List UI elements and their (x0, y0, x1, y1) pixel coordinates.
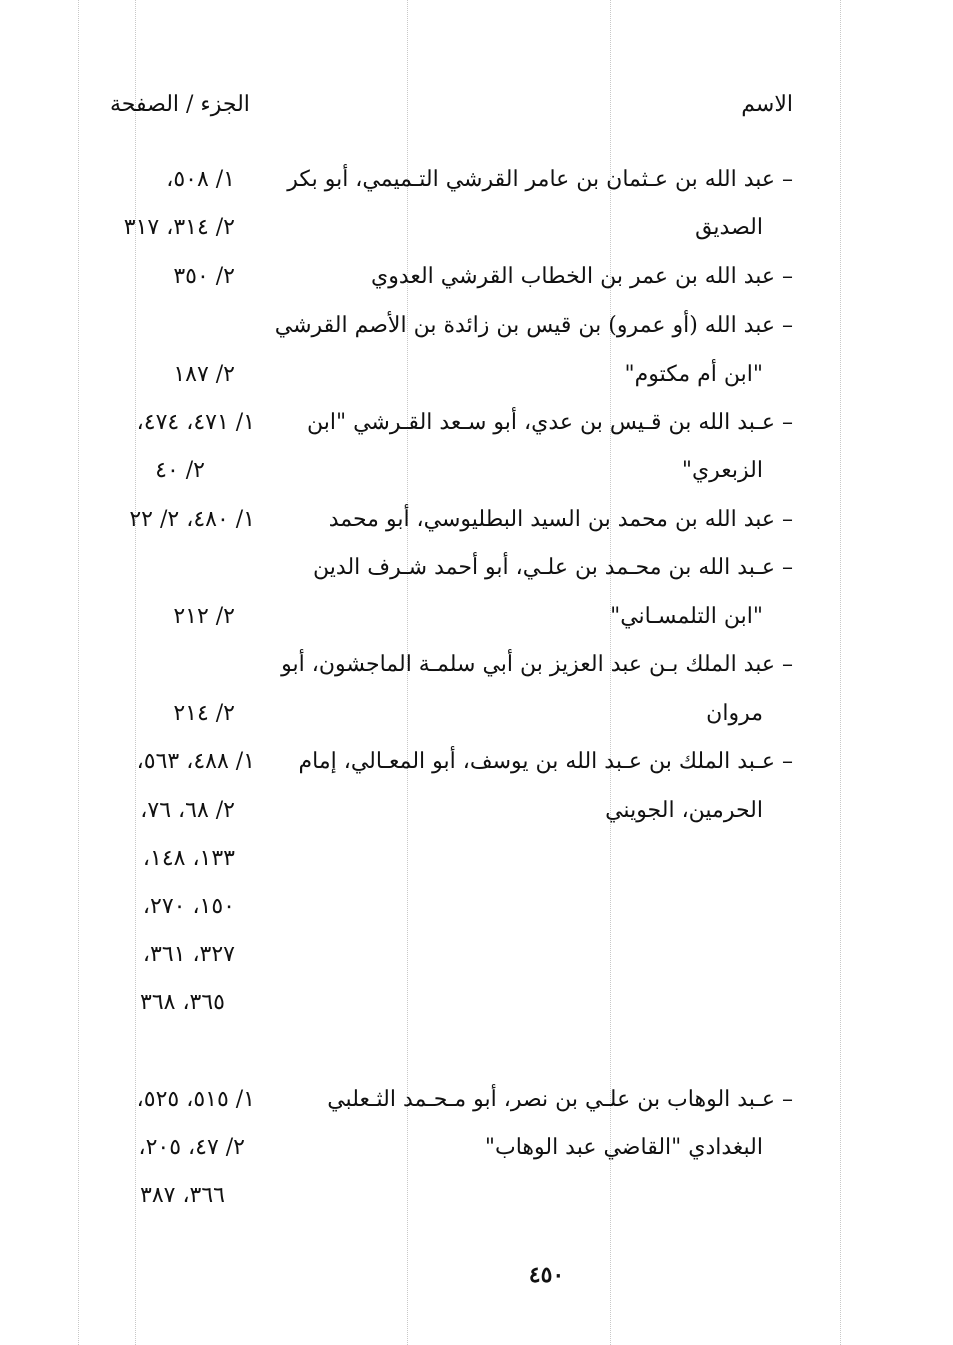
entry-name-line: الحرمين، الجويني (605, 798, 763, 823)
entry-page-ref: ١/ ٤٧١، ٤٧٤، (136, 410, 255, 435)
entry-name-line: الصديق (695, 215, 763, 240)
entry-name-line: "ابن التلمسـاني" (610, 604, 763, 629)
guide-line (840, 0, 841, 1345)
entry-page-ref: ٢/ ١٨٧ (173, 362, 235, 387)
guide-line (78, 0, 79, 1345)
entry-page-ref: ٢/ ٣١٤، ٣١٧ (123, 215, 235, 240)
entry-page-ref: ١/ ٥٠٨، (166, 167, 235, 192)
entry-page-ref: ١/ ٥١٥، ٥٢٥، (136, 1087, 255, 1112)
entry-page-ref: ٢/ ٣٥٠ (173, 264, 235, 289)
entry-name-line: – عبد الله (أو عمرو) بن قيس بن زائدة بن الأصم القرشي (274, 313, 793, 338)
entry-name-line: – عـبد الملك بن عـبد الله بن يوسف، أبو المعـالي، إمام (298, 749, 793, 774)
entry-page-ref: ١/ ٤٨٨، ٥٦٣، (136, 749, 255, 774)
entry-name-line: مروان (706, 701, 763, 726)
entry-page-ref: ٢/ ٢١٤ (173, 701, 235, 726)
entry-page-ref: ١٣٣، ١٤٨، (142, 846, 235, 871)
entry-name-line: الزبعري" (681, 458, 763, 483)
entry-name-line: "ابن أم مكتوم" (624, 362, 763, 387)
entry-page-ref: ١/ ٤٨٠، ٢/ ٢٢ (129, 507, 255, 532)
column-header-page: الجزء / الصفحة (110, 92, 250, 117)
entry-page-ref: ٢/ ٤٠ (155, 458, 205, 483)
entry-name-line: – عبد الله بن محمد بن السيد البطليوسي، أبو محمد (328, 507, 793, 532)
entry-name-line: – عـبد الله بن قـيس بن عدي، أبو سـعد القـرشي "ابن (306, 410, 793, 435)
column-header-name: الاسم (741, 92, 793, 117)
entry-name-line: – عبد الله بن عمر بن الخطاب القرشي العدوي (370, 264, 793, 289)
entry-name-line: – عبد الملك بـن عبد العزيز بن أبي سلمـة الماجشون، أبو (281, 652, 793, 677)
entry-page-ref: ٣٦٥، ٣٦٨ (140, 990, 225, 1015)
entry-name-line: – عـبد الله بن محـمد بن علـي، أبو أحمد شـرف الدين (313, 555, 793, 580)
entry-name-line: – عبد الله بن عـثمان بن عامر القرشي التـميمي، أبو بكر (287, 167, 793, 192)
entry-name-line: – عـبد الوهاب بن علـي بن نصر، أبو مـحـمد الثـعلبي (327, 1087, 793, 1112)
entry-name-line: البغدادي "القاضي عبد الوهاب" (484, 1135, 763, 1160)
entry-page-ref: ٣٦٦، ٣٨٧ (140, 1183, 225, 1208)
entry-page-ref: ١٥٠، ٢٧٠، (142, 894, 235, 919)
entry-page-ref: ٣٢٧، ٣٦١، (142, 942, 235, 967)
entry-page-ref: ٢/ ٢١٢ (173, 604, 235, 629)
entry-page-ref: ٢/ ٦٨، ٧٦، (140, 798, 235, 823)
page-number: ٤٥٠ (528, 1262, 565, 1288)
entry-page-ref: ٢/ ٤٧، ٢٠٥، (138, 1135, 245, 1160)
